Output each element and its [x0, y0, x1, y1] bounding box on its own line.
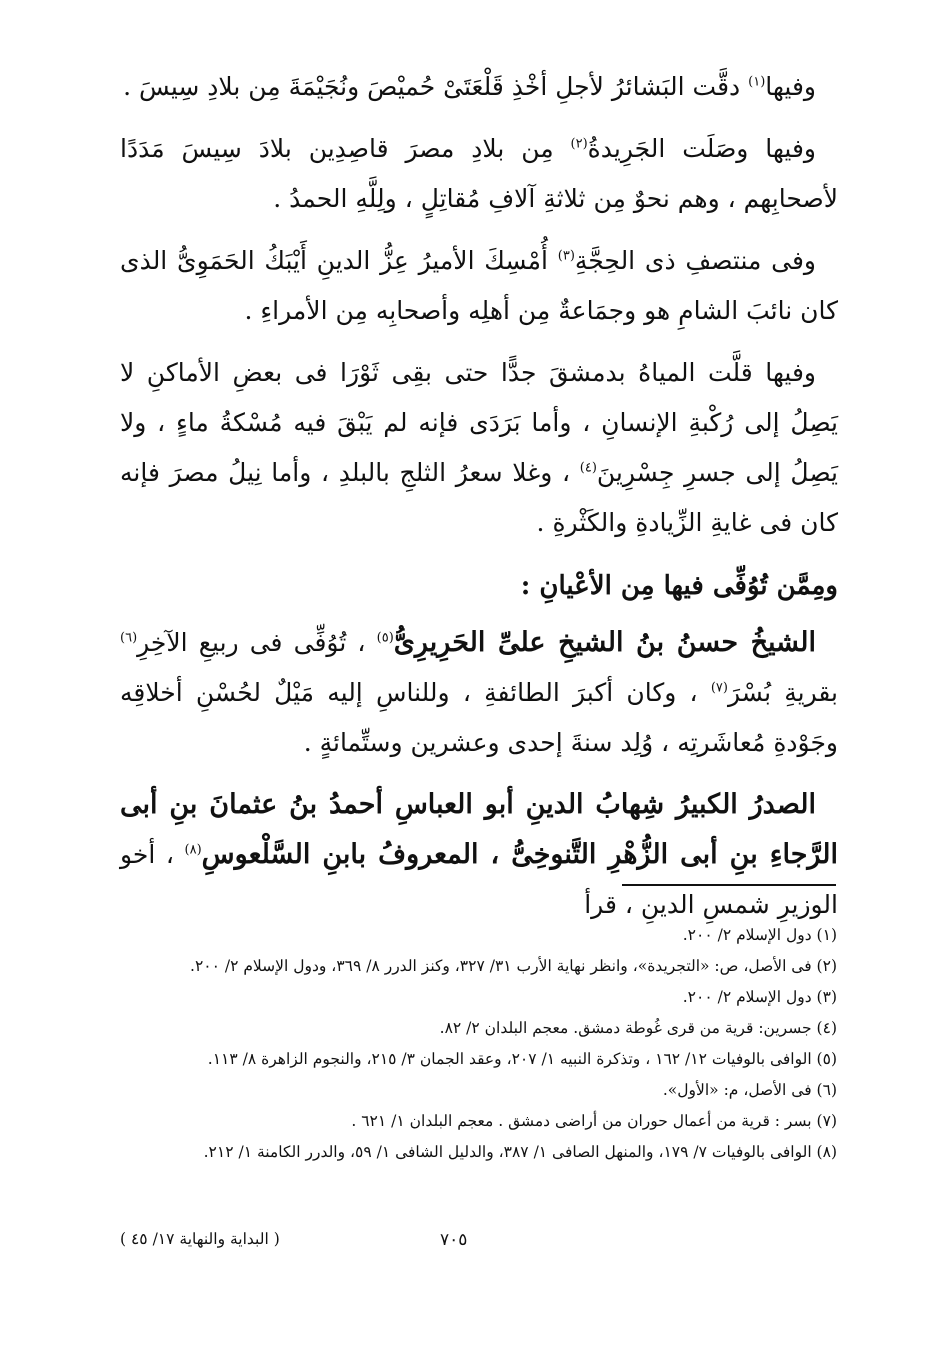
paragraph-2-pre: وفيها وصَلَت الجَرِيدةُ [587, 134, 816, 163]
paragraph-5-post: ، وكان أكبرَ الطائفةِ ، وللناسِ إليه مَيْلٌ لحُسْنِ أخلاقِه وجَوْدةِ مُعاشَرتِه ، وُلِد سنةَ إحدى وعشرين وستِّمائةٍ . [120, 678, 838, 757]
paragraph-1-post: دقَّت البَشائرُ لأجلِ أخْذِ قَلْعَتَىْ حُميْصَ ونُجَيْمَةَ مِن بلادِ سِيسَ . [123, 72, 749, 101]
paragraph-1-pre: وفيها [765, 72, 816, 101]
footnote-6: (٦) فى الأصل، م: «الأول». [662, 1081, 837, 1099]
footnote-ref-7[interactable]: (٧) [710, 680, 728, 696]
footnote-ref-3[interactable]: (٣) [557, 248, 575, 264]
paragraph-3-pre: وفى منتصفِ ذى الحِجَّةِ [574, 246, 817, 275]
footnote-7: (٧) بسر : قرية من أعمال حوران من أراضى دمشق . معجم البلدان ١/ ٦٢١ . [351, 1112, 837, 1130]
paragraph-3-post: أُمْسِكَ الأميرُ عِزُّ الدينِ أَيْبَكُ الحَمَوِىُّ الذى كان نائبَ الشامِ هو وجمَاعةٌ مِن أهلِه وأصحابِه مِن الأمراءِ . [120, 246, 838, 325]
paragraph-6-lead: الصدرُ الكبيرُ شِهابُ الدينِ أبو العباسِ أحمدُ بنُ عثمانَ بنِ أبى الرَّجاءِ بنِ أبى الزُّهْرِ التَّنوخِىُّ ، المعروفُ بابنِ السَّلْعوسِ [120, 789, 839, 870]
paragraph-2-post: مِن بلادِ مصرَ قاصِدِين بلادَ سِيسَ مَدَدًا لأصحابِهم ، وهم نحوٌ مِن ثلاثةِ آلافِ مُقاتِلٍ ، ولِلَّهِ الحمدُ . [120, 134, 838, 213]
paragraph-4-pre: وفيها قلَّت المياهُ بدمشقَ جدًّا حتى بقِى ثَوْرَا فى بعضِ الأماكنِ لا يَصِلُ إلى رُكْبةِ الإنسانِ ، وأما بَرَدَى فإنه لم يَبْقَ فيه مُسْكةُ ماءٍ ، ولا يَصِلُ إلى جسرِ جِسْرِينَ [120, 358, 838, 487]
page-number: ٧٠٥ [440, 1230, 468, 1250]
paragraph-4-post: ، وغلا سعرُ الثلجِ بالبلدِ ، وأما نِيلُ مصرَ فإنه كان فى غايةِ الزِّيادةِ والكَثْرةِ . [120, 458, 838, 537]
footnotes [125, 920, 837, 1168]
main-text [120, 62, 838, 942]
section-heading: ومِمَّن تُوُفِّى فيها مِن الأعْيانِ : [520, 571, 838, 601]
paragraph-5 [120, 618, 838, 768]
paragraph-5-lead: الشيخُ حسنُ بنُ الشيخِ علىِّ الحَرِيرِىُّ [393, 627, 816, 658]
paragraph-5-mid2: بقريةِ بُسْرَ [727, 678, 838, 707]
paragraph-2 [120, 124, 838, 224]
footnote-ref-2[interactable]: (٢) [570, 136, 588, 152]
footnote-1: (١) دول الإسلام ٢/ ٢٠٠. [682, 926, 837, 944]
paragraph-1 [120, 62, 838, 112]
footnote-2: (٢) فى الأصل، ص: «التجريدة»، وانظر نهاية الأرب ٣١/ ٣٢٧، وكنز الدرر ٨/ ٣٦٩، ودول الإسلام ٢/ ٢٠٠. [190, 957, 837, 975]
paragraph-5-mid: ، تُوُفِّى فى ربيعِ الآخِرِ [137, 628, 377, 657]
footnote-separator [622, 884, 836, 886]
footnote-5: (٥) الوافى بالوفيات ١٢/ ١٦٢ ، وتذكرة النبيه ١/ ٢٠٧، وعقد الجمان ٣/ ٢١٥، والنجوم الزاهرة ٨/ ١١٣. [207, 1050, 837, 1068]
source-reference: ( البداية والنهاية ١٧/ ٤٥ ) [120, 1230, 280, 1248]
paragraph-6 [120, 780, 838, 930]
footnote-3: (٣) دول الإسلام ٢/ ٢٠٠. [682, 988, 837, 1006]
paragraph-3 [120, 236, 838, 336]
footnote-ref-8[interactable]: (٨) [184, 842, 202, 858]
footnote-4: (٤) جسرين: قرية من قرى غُوطة دمشق. معجم البلدان ٢/ ٨٢. [439, 1019, 837, 1037]
paragraph-4 [120, 348, 838, 548]
paragraph-6-post: ، أخو الوزيرِ شمسِ الدينِ ، قرأ [120, 840, 838, 919]
footnote-8: (٨) الوافى بالوفيات ٧/ ١٧٩، والمنهل الصافى ١/ ٣٨٧، والدليل الشافى ١/ ٥٩، والدرر الكامنة ١/ ٢١٢. [203, 1143, 837, 1161]
footnote-ref-1[interactable]: (١) [748, 74, 766, 90]
page-footer [0, 1230, 937, 1260]
footnote-ref-6[interactable]: (٦) [120, 630, 138, 646]
footnote-ref-5[interactable]: (٥) [376, 630, 394, 646]
footnote-ref-4[interactable]: (٤) [579, 460, 597, 476]
